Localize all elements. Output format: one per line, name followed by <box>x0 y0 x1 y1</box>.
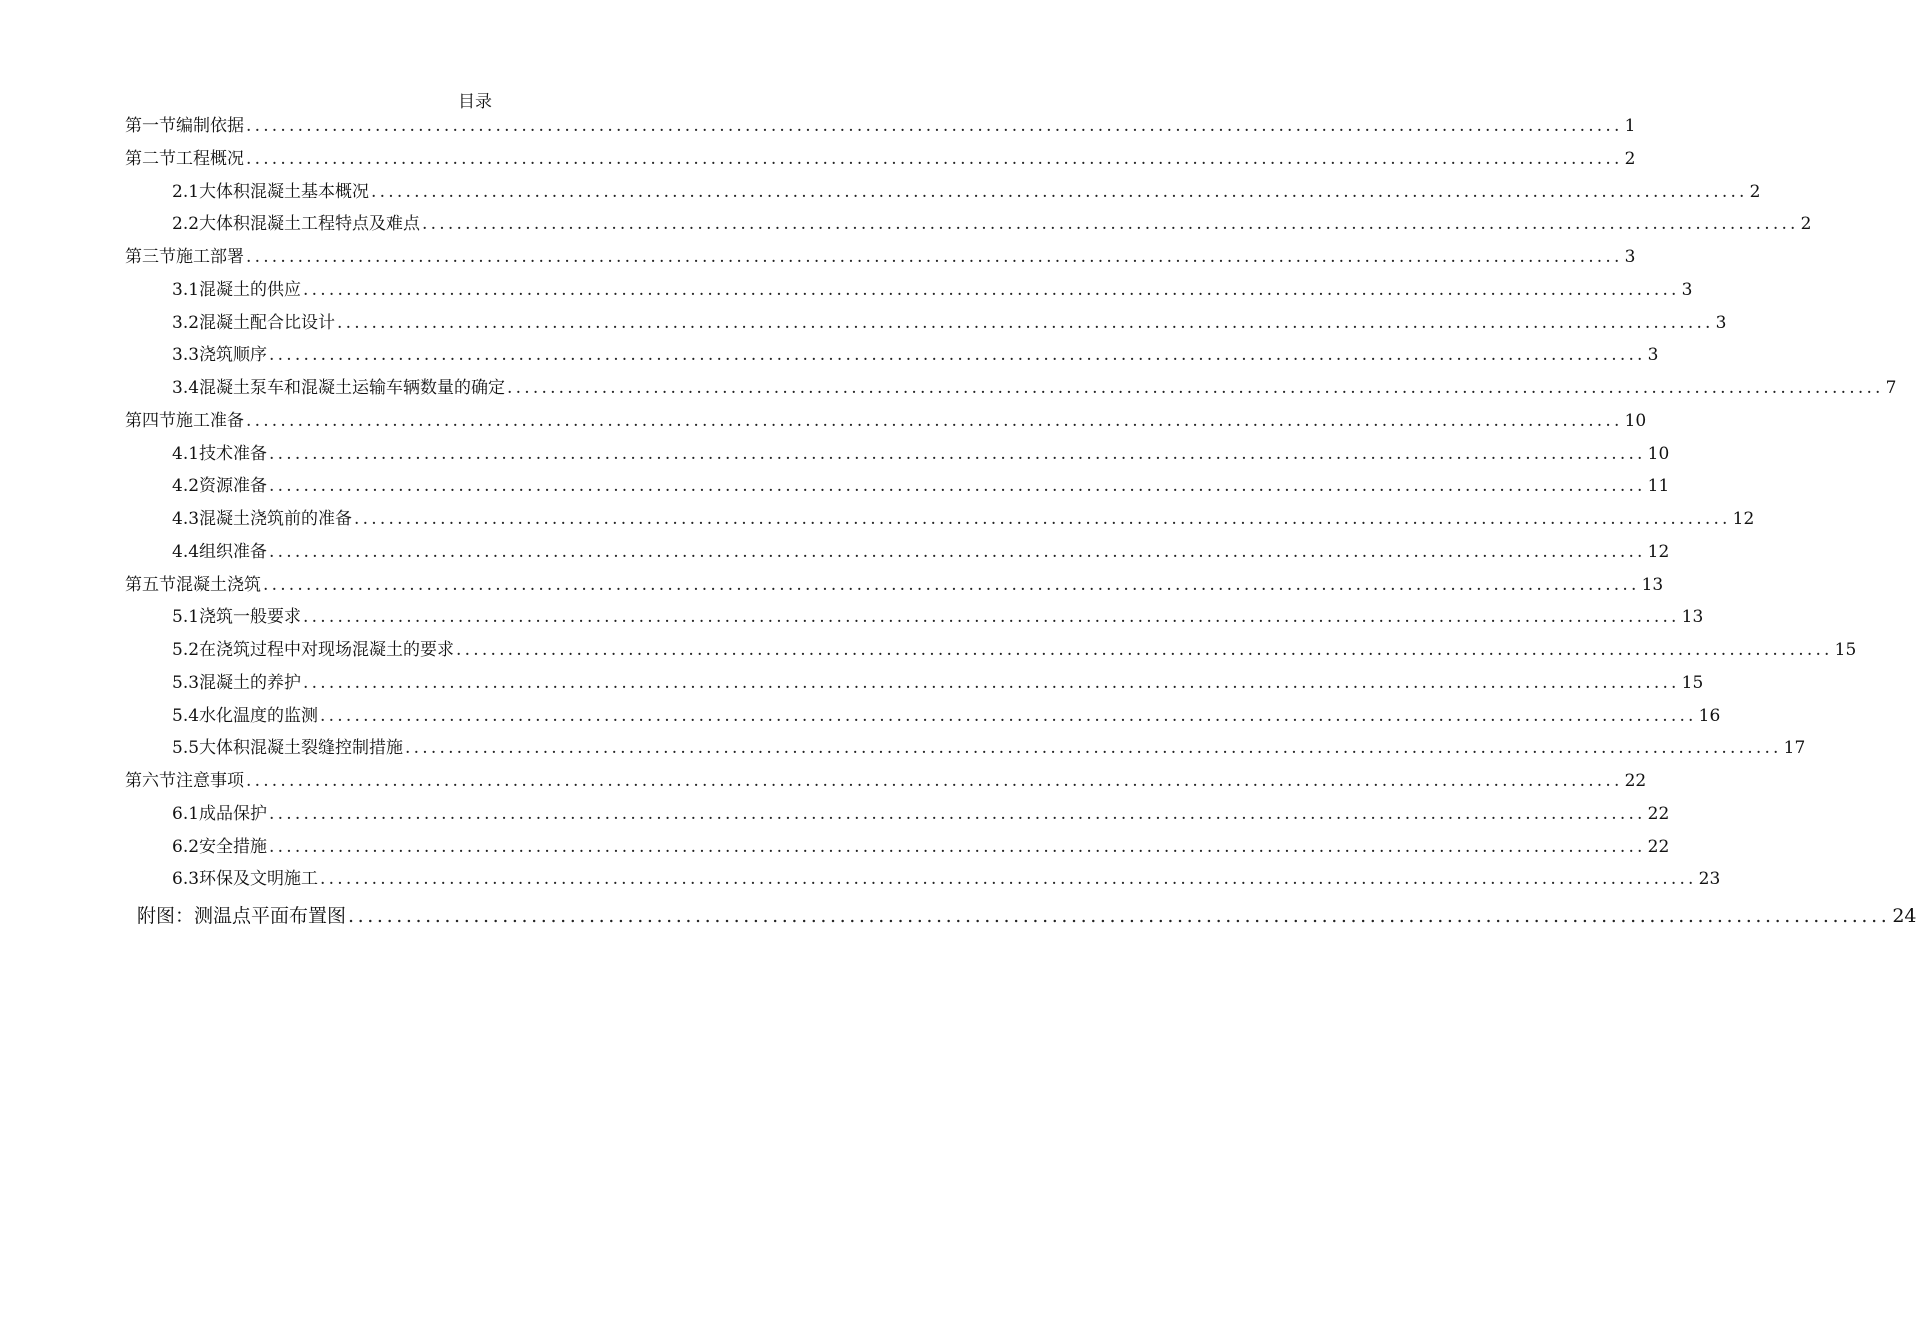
toc-entry-number: 6.2 <box>172 836 200 857</box>
toc-dot-leader: ................................................................................................................................................................ <box>354 509 1731 529</box>
toc-entry-label: 混凝土泵车和混凝土运输车辆数量的确定 <box>199 378 506 398</box>
toc-entry[interactable] <box>172 475 1670 497</box>
toc-entry-label: 安全措施 <box>199 836 268 857</box>
toc-dot-leader: ................................................................................................................................................................ <box>263 574 1640 595</box>
toc-entry-number: 5.4 <box>172 705 200 726</box>
toc-entry-number: 3.3 <box>172 345 200 366</box>
toc-dot-leader: ................................................................................................................................................................ <box>348 905 1891 927</box>
toc-entry[interactable] <box>172 279 1693 301</box>
toc-dot-leader: ................................................................................................................................................................ <box>507 378 1884 398</box>
toc-entry[interactable] <box>172 508 1755 530</box>
toc-dot-leader: ................................................................................................................................................................ <box>246 247 1623 267</box>
toc-entry-label: 在浇筑过程中对现场混凝土的要求 <box>199 640 455 660</box>
toc-entry-label: 环保及文明施工 <box>199 869 319 890</box>
toc-entry[interactable] <box>172 344 1659 366</box>
toc-entry-page-number: 2 <box>1749 181 1761 202</box>
toc-entry-label: 大体积混凝土基本概况 <box>199 181 370 202</box>
toc-entry-page-number: 11 <box>1647 476 1670 497</box>
toc-dot-leader: ................................................................................................................................................................ <box>269 443 1646 464</box>
toc-entry-number: 2.2 <box>172 214 200 235</box>
toc-dot-leader: ................................................................................................................................................................ <box>246 148 1623 169</box>
toc-entry-label: 混凝土浇筑 <box>176 574 261 595</box>
toc-entry[interactable] <box>172 705 1721 727</box>
toc-entry-page-number: 23 <box>1698 869 1721 890</box>
toc-entry-page-number: 7 <box>1885 378 1897 398</box>
toc-entry-label: 水化温度的监测 <box>199 705 319 726</box>
toc-entry[interactable] <box>172 213 1812 235</box>
toc-dot-leader: ................................................................................................................................................................ <box>456 640 1833 660</box>
toc-entry-page-number: 22 <box>1647 803 1670 824</box>
toc-entry-label: 浇筑顺序 <box>199 345 268 366</box>
toc-dot-leader: ................................................................................................................................................................ <box>320 705 1697 726</box>
toc-dot-leader: ................................................................................................................................................................ <box>303 607 1680 628</box>
toc-entry-number: 第一节 <box>125 116 176 136</box>
toc-dot-leader: ................................................................................................................................................................ <box>269 803 1646 824</box>
toc-entry-label: 浇筑一般要求 <box>199 607 302 628</box>
toc-entry-page-number: 12 <box>1732 509 1755 529</box>
toc-dot-leader: ................................................................................................................................................................ <box>371 181 1748 202</box>
toc-entry-label: 资源准备 <box>199 476 268 497</box>
toc-dot-leader: ................................................................................................................................................................ <box>269 476 1646 497</box>
toc-entry-page-number: 16 <box>1698 705 1721 726</box>
toc-entry[interactable] <box>172 377 1897 399</box>
toc-entry-number: 2.1 <box>172 181 200 202</box>
toc-entry[interactable] <box>172 836 1670 858</box>
toc-entry-page-number: 15 <box>1834 640 1857 660</box>
toc-entry-label: 大体积混凝土工程特点及难点 <box>199 214 421 235</box>
toc-entry-number: 第六节 <box>125 771 176 791</box>
toc-entry-number: 6.1 <box>172 803 200 824</box>
toc-entry-label: 混凝土浇筑前的准备 <box>199 509 353 529</box>
toc-dot-leader: ................................................................................................................................................................ <box>303 279 1680 300</box>
toc-entry-page-number: 3 <box>1647 345 1659 366</box>
toc-dot-leader: ................................................................................................................................................................ <box>269 345 1646 366</box>
toc-entry-label: 施工部署 <box>176 247 244 267</box>
toc-entry-page-number: 10 <box>1647 443 1670 464</box>
toc-entry[interactable] <box>125 410 1647 432</box>
toc-entry[interactable] <box>125 148 1636 170</box>
toc-entry-number: 第三节 <box>125 247 176 267</box>
toc-dot-leader: ................................................................................................................................................................ <box>246 116 1623 136</box>
toc-entry-label: 混凝土配合比设计 <box>199 312 336 333</box>
toc-entry-number: 5.5 <box>172 738 200 759</box>
toc-entry[interactable] <box>172 312 1727 334</box>
toc-entry-number: 6.3 <box>172 869 200 890</box>
toc-entry-number: 3.1 <box>172 279 200 300</box>
toc-entry[interactable] <box>172 541 1670 563</box>
toc-entry-number: 5.1 <box>172 607 200 628</box>
toc-dot-leader: ................................................................................................................................................................ <box>269 836 1646 857</box>
toc-entry-page-number: 22 <box>1647 836 1670 857</box>
toc-entry-number: 5.2 <box>172 640 200 660</box>
toc-entry-number: 第四节 <box>125 410 176 431</box>
toc-entry[interactable] <box>125 770 1647 792</box>
toc-entry-page-number: 12 <box>1647 541 1670 562</box>
toc-entry-number: 4.3 <box>172 509 200 529</box>
toc-dot-leader: ................................................................................................................................................................ <box>246 771 1623 791</box>
toc-entry[interactable] <box>125 574 1664 596</box>
toc-entry[interactable] <box>172 639 1857 661</box>
toc-dot-leader: ................................................................................................................................................................ <box>320 869 1697 890</box>
toc-entry-label: 工程概况 <box>176 148 244 169</box>
toc-entry[interactable] <box>172 737 1806 759</box>
toc-entry-label: 附图：测温点平面布置图 <box>137 905 347 927</box>
toc-dot-leader: ................................................................................................................................................................ <box>405 738 1782 759</box>
toc-dot-leader: ................................................................................................................................................................ <box>246 410 1623 431</box>
toc-entry-page-number: 3 <box>1681 279 1693 300</box>
toc-entry-number: 3.4 <box>172 378 200 398</box>
toc-entry-page-number: 15 <box>1681 672 1704 693</box>
toc-entry[interactable] <box>172 181 1761 203</box>
toc-entry-label: 组织准备 <box>199 541 268 562</box>
toc-entry[interactable] <box>172 443 1670 465</box>
toc-entry-page-number: 24 <box>1892 905 1917 927</box>
toc-entry[interactable] <box>172 672 1704 694</box>
toc-entry-page-number: 2 <box>1800 214 1812 235</box>
toc-entry-page-number: 13 <box>1641 574 1664 595</box>
toc-entry-label: 成品保护 <box>199 803 268 824</box>
toc-dot-leader: ................................................................................................................................................................ <box>337 312 1714 333</box>
toc-entry-number: 4.4 <box>172 541 200 562</box>
toc-entry-label: 混凝土的供应 <box>199 279 302 300</box>
toc-dot-leader: ................................................................................................................................................................ <box>422 214 1799 235</box>
toc-entry[interactable] <box>172 868 1721 890</box>
toc-entry-page-number: 1 <box>1624 116 1636 136</box>
toc-entry-page-number: 2 <box>1624 148 1636 169</box>
toc-entry-page-number: 3 <box>1624 247 1636 267</box>
toc-entry-page-number: 13 <box>1681 607 1704 628</box>
toc-entry[interactable] <box>125 115 1636 137</box>
toc-entry-appendix[interactable] <box>137 903 1917 929</box>
toc-entry[interactable] <box>172 803 1670 825</box>
toc-entry-label: 技术准备 <box>199 443 268 464</box>
toc-entry[interactable] <box>125 246 1636 268</box>
toc-entry-label: 编制依据 <box>176 116 244 136</box>
toc-dot-leader: ................................................................................................................................................................ <box>269 541 1646 562</box>
toc-entry-number: 5.3 <box>172 672 200 693</box>
toc-entry-label: 注意事项 <box>176 771 244 791</box>
toc-entry-number: 第五节 <box>125 574 176 595</box>
toc-entry-page-number: 10 <box>1624 410 1647 431</box>
toc-entry-page-number: 3 <box>1715 312 1727 333</box>
toc-entry-number: 4.2 <box>172 476 200 497</box>
toc-entry-number: 3.2 <box>172 312 200 333</box>
toc-entry-number: 第二节 <box>125 148 176 169</box>
toc-entry-page-number: 22 <box>1624 771 1647 791</box>
toc-entry-label: 施工准备 <box>176 410 244 431</box>
toc-entry-number: 4.1 <box>172 443 200 464</box>
toc-title: 目录 <box>458 92 492 112</box>
toc-entry-page-number: 17 <box>1783 738 1806 759</box>
toc-entry-label: 大体积混凝土裂缝控制措施 <box>199 738 404 759</box>
toc-dot-leader: ................................................................................................................................................................ <box>303 672 1680 693</box>
toc-entry[interactable] <box>172 606 1704 628</box>
toc-entry-label: 混凝土的养护 <box>199 672 302 693</box>
